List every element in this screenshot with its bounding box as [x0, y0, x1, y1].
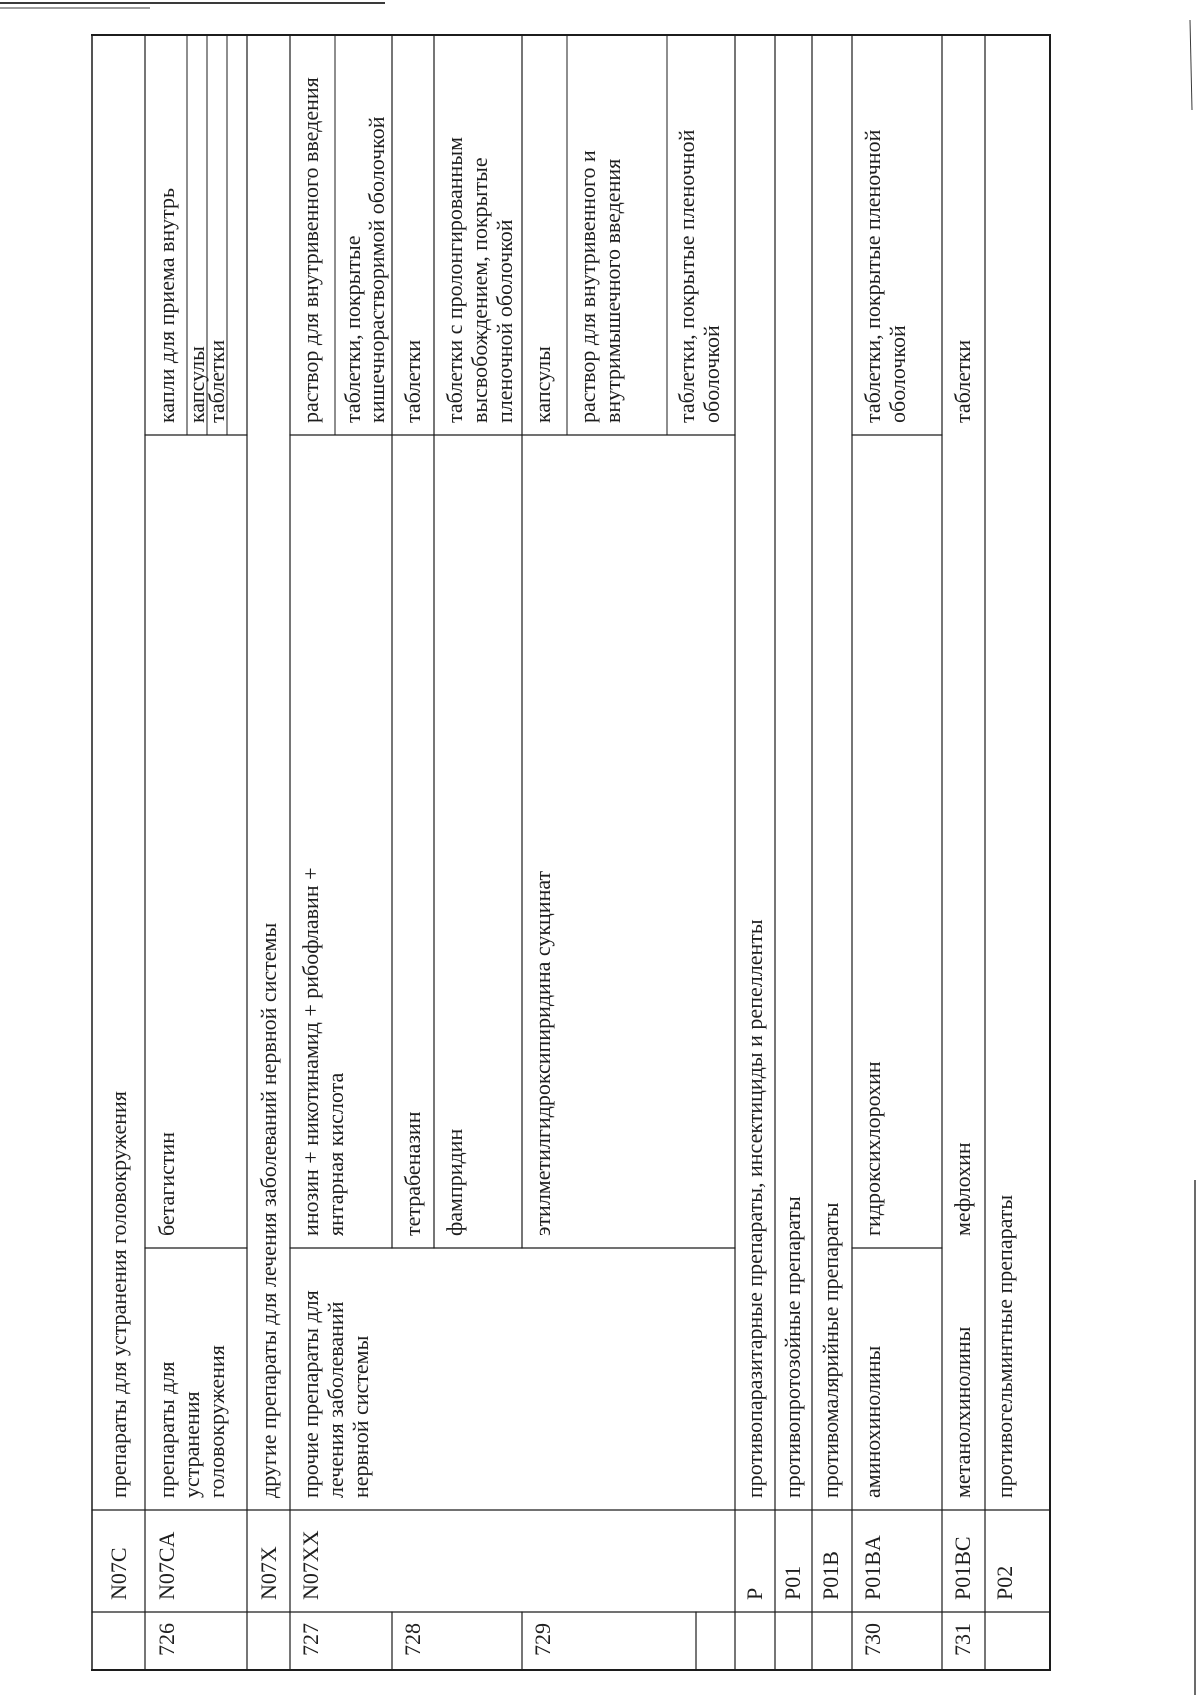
cell-form: таблетки: [950, 339, 975, 423]
cell-group: препараты для устранения головокружения: [154, 1345, 229, 1498]
cell-name: этилметилгидроксипиридина сукцинат: [530, 870, 555, 1236]
cell-name: бетагистин: [154, 1131, 179, 1236]
cell-name: инозин + никотинамид + рибофлавин + янтарная кислота: [298, 867, 348, 1236]
cell-code: P01BC: [950, 1536, 975, 1600]
cell-form: раствор для внутривенного введения: [298, 77, 323, 423]
cell-code: P01: [780, 1565, 805, 1600]
cell-form: раствор для внутривенного и внутримышечного введения: [575, 150, 625, 423]
cell-group: аминохинолины: [860, 1345, 885, 1498]
cell-form: таблетки, покрытые пленочной оболочкой: [674, 129, 724, 423]
cell-group: противопротозойные препараты: [780, 1196, 805, 1498]
cell-code: N07XX: [298, 1530, 323, 1600]
cell-form: таблетки: [204, 339, 229, 423]
cell-name: гидроксихлорохин: [860, 1061, 885, 1236]
cell-code: P02: [992, 1565, 1017, 1600]
cell-form: таблетки с пролонгированным высвобождением, покрытые пленочной оболочкой: [442, 136, 517, 423]
cell-group: прочие препараты для лечения заболеваний нервной системы: [298, 1290, 373, 1498]
cell-code: P: [742, 1587, 767, 1600]
cell-group: другие препараты для лечения заболеваний нервной системы: [256, 922, 281, 1498]
cell-form: таблетки, покрытые кишечнорастворимой оболочкой: [340, 116, 389, 423]
cell-name: мефлохин: [950, 1142, 975, 1236]
cell-code: N07CA: [154, 1531, 179, 1600]
cell-num: 728: [400, 1623, 425, 1656]
cell-num: 730: [860, 1623, 885, 1656]
cell-group: противомалярийные препараты: [818, 1202, 843, 1498]
cell-num: 729: [530, 1623, 555, 1656]
cell-num: 727: [298, 1623, 323, 1656]
cell-name: фампридин: [442, 1128, 467, 1236]
cell-code: N07X: [256, 1546, 281, 1600]
cell-group: метанолхинолины: [950, 1326, 975, 1498]
cell-code: P01B: [818, 1551, 843, 1600]
cell-form: капсулы: [530, 346, 555, 423]
cell-form: капли для приема внутрь: [154, 187, 179, 423]
scan-edge-mark: [1190, 20, 1192, 110]
cell-form: капсулы: [184, 346, 209, 423]
table: [92, 35, 1050, 1670]
cell-form: таблетки: [400, 339, 425, 423]
cell-group: препараты для устранения головокружения: [106, 1091, 131, 1498]
cell-name: тетрабеназин: [400, 1111, 425, 1236]
cell-group: противопаразитарные препараты, инсектициды и репелленты: [742, 919, 767, 1498]
cell-form: таблетки, покрытые пленочной оболочкой: [860, 129, 910, 423]
cell-num: 731: [950, 1623, 975, 1656]
cell-group: противогельминтные препараты: [992, 1194, 1017, 1498]
cell-num: 726: [154, 1623, 179, 1656]
cell-code: N07C: [106, 1547, 131, 1600]
cell-code: P01BA: [860, 1535, 885, 1600]
